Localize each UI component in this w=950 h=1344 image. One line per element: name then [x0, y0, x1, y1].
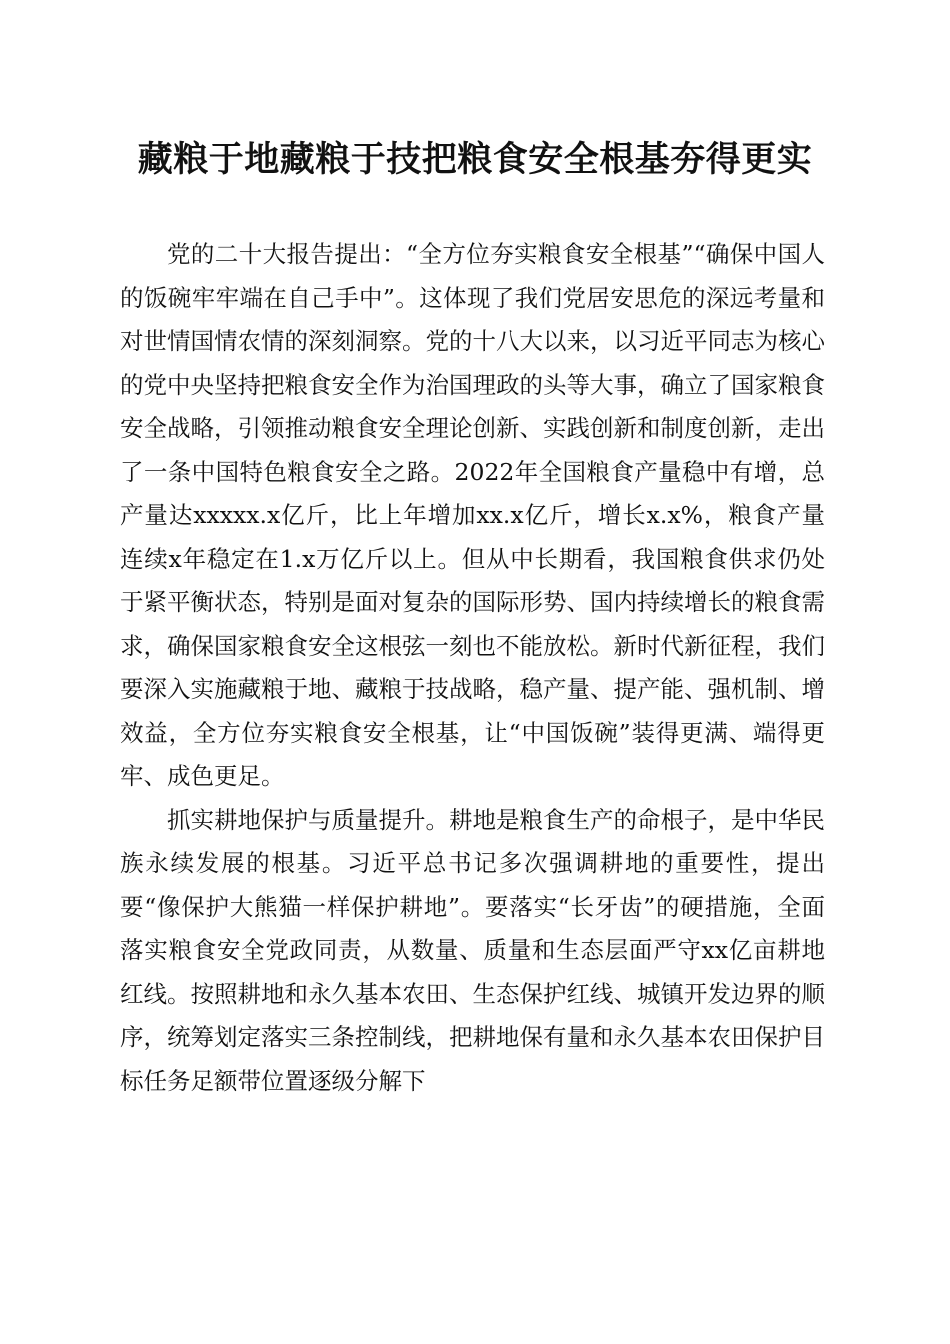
document-body: [120, 233, 825, 1103]
paragraph-farmland-protection: 抓实耕地保护与质量提升。耕地是粮食生产的命根子，是中华民族永续发展的根基。习近平总书记多次强调耕地的重要性，提出要“像保护大熊猫一样保护耕地”。要落实“长牙齿”的硬措施，全面落实粮食安全党政同责，从数量、质量和生态层面严守xx亿亩耕地红线。按照耕地和永久基本农田、生态保护红线、城镇开发边界的顺序，统筹划定落实三条控制线，把耕地保有量和永久基本农田保护目标任务足额带位置逐级分解下: [120, 805, 825, 1095]
document-title: 藏粮于地藏粮于技把粮食安全根基夯得更实: [137, 139, 813, 180]
paragraph-intro: 党的二十大报告提出：“全方位夯实粮食安全根基”“确保中国人的饭碗牢牢端在自己手中”。这体现了我们党居安思危的深远考量和对世情国情农情的深刻洞察。党的十八大以来，以习近平同志为核心的党中央坚持把粮食安全作为治国理政的头等大事，确立了国家粮食安全战略，引领推动粮食安全理论创新、实践创新和制度创新，走出了一条中国特色粮食安全之路。2022年全国粮食产量稳中有增，总产量达xxxxx.x亿斤，比上年增加xx.x亿斤，增长x.x%，粮食产量连续x年稳定在1.x万亿斤以上。但从中长期看，我国粮食供求仍处于紧平衡状态，特别是面对复杂的国际形势、国内持续增长的粮食需求，确保国家粮食安全这根弦一刻也不能放松。新时代新征程，我们要深入实施藏粮于地、藏粮于技战略，稳产量、提产能、强机制、增效益，全方位夯实粮食安全根基，让“中国饭碗”装得更满、端得更牢、成色更足。: [120, 240, 825, 790]
